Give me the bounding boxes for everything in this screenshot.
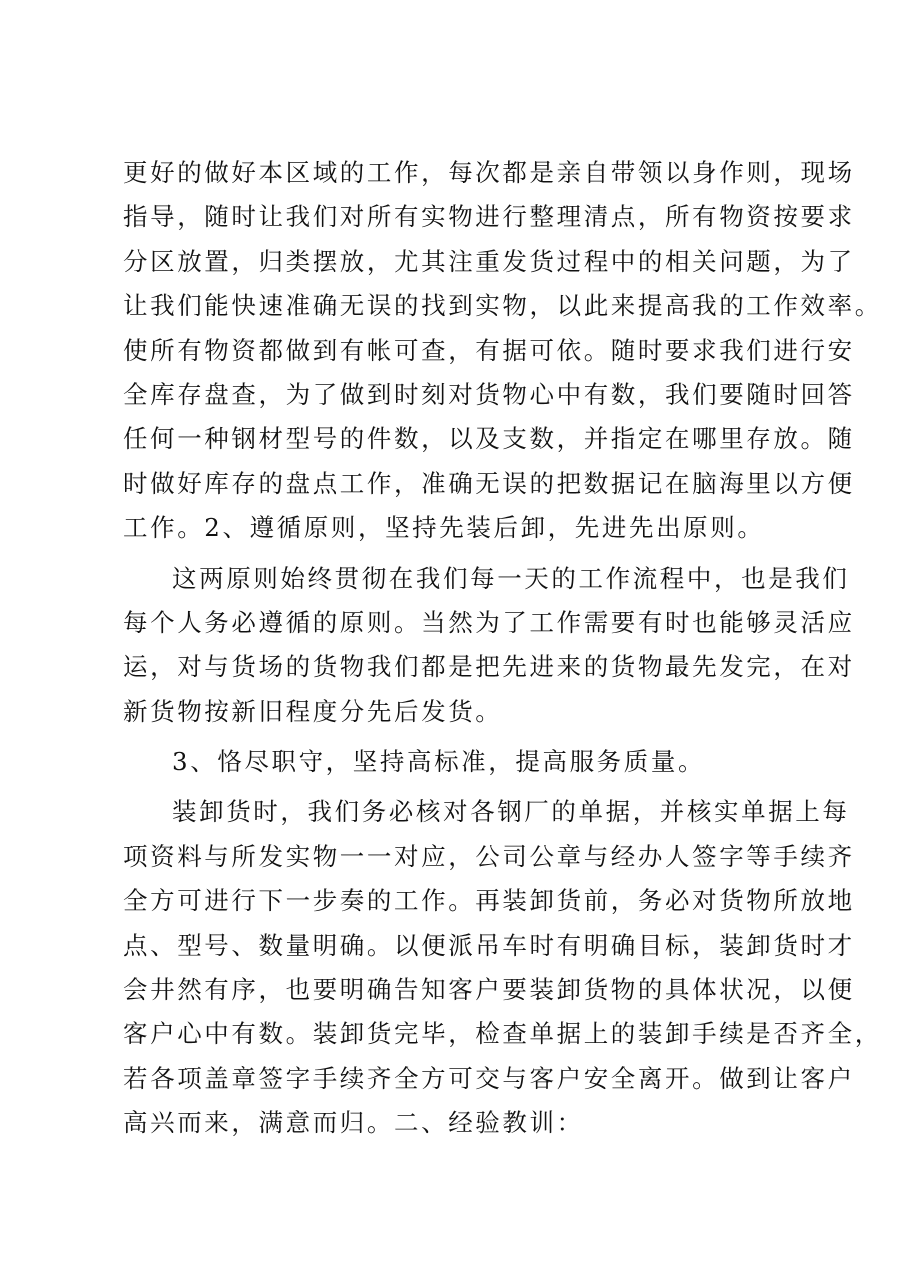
text-line: 若各项盖章签字手续齐全方可交与客户安全离开。做到让客户 (123, 1063, 855, 1093)
text-line: 项资料与所发实物一一对应，公司公章与经办人签字等手续齐 (123, 841, 855, 871)
text-line: 每个人务必遵循的原则。当然为了工作需要有时也能够灵活应 (123, 607, 855, 637)
text-line: 新货物按新旧程度分先后发货。 (123, 696, 503, 726)
text-line: 更好的做好本区域的工作，每次都是亲自带领以身作则，现场 (123, 158, 855, 187)
text-line: 分区放置，归类摆放，尤其注重发货过程中的相关问题，为了 (123, 246, 855, 276)
text-line: 客户心中有数。装卸货完毕，检查单据上的装卸手续是否齐全， (123, 1019, 882, 1049)
text-line: 任何一种钢材型号的件数，以及支数，并指定在哪里存放。随 (123, 424, 855, 454)
text-line: 全方可进行下一步奏的工作。再装卸货前，务必对货物所放地 (123, 886, 855, 916)
text-line: 会井然有序，也要明确告知客户要装卸货物的具体状况，以便 (123, 975, 855, 1005)
paragraph-1 (123, 151, 882, 551)
paragraph-3 (123, 740, 813, 784)
text-line: 指导，随时让我们对所有实物进行整理清点，所有物资按要求 (123, 202, 855, 232)
text-line: 运，对与货场的货物我们都是把先进来的货物最先发完，在对 (123, 652, 855, 682)
text-line: 装卸货时，我们务必核对各钢厂的单据，并核实单据上每 (172, 797, 850, 827)
text-line: 使所有物资都做到有帐可查，有据可依。随时要求我们进行安 (123, 335, 855, 365)
document-body (123, 151, 882, 1146)
text-line: 工作。2、遵循原则，坚持先装后卸，先进先出原则。 (123, 513, 765, 543)
text-line: 3、恪尽职守，坚持高标准，提高服务质量。 (172, 747, 706, 777)
text-line: 高兴而来，满意而归。二、经验教训： (123, 1108, 584, 1138)
text-line: 让我们能快速准确无误的找到实物，以此来提高我的工作效率。 (123, 291, 882, 321)
text-line: 点、型号、数量明确。以便派吊车时有明确目标，装卸货时才 (123, 930, 855, 960)
text-line: 这两原则始终贯彻在我们每一天的工作流程中，也是我们 (172, 563, 850, 593)
text-line: 时做好库存的盘点工作，准确无误的把数据记在脑海里以方便 (123, 468, 855, 498)
text-line: 全库存盘查，为了做到时刻对货物心中有数，我们要随时回答 (123, 379, 855, 409)
paragraph-2 (123, 557, 855, 735)
paragraph-4 (123, 790, 882, 1145)
